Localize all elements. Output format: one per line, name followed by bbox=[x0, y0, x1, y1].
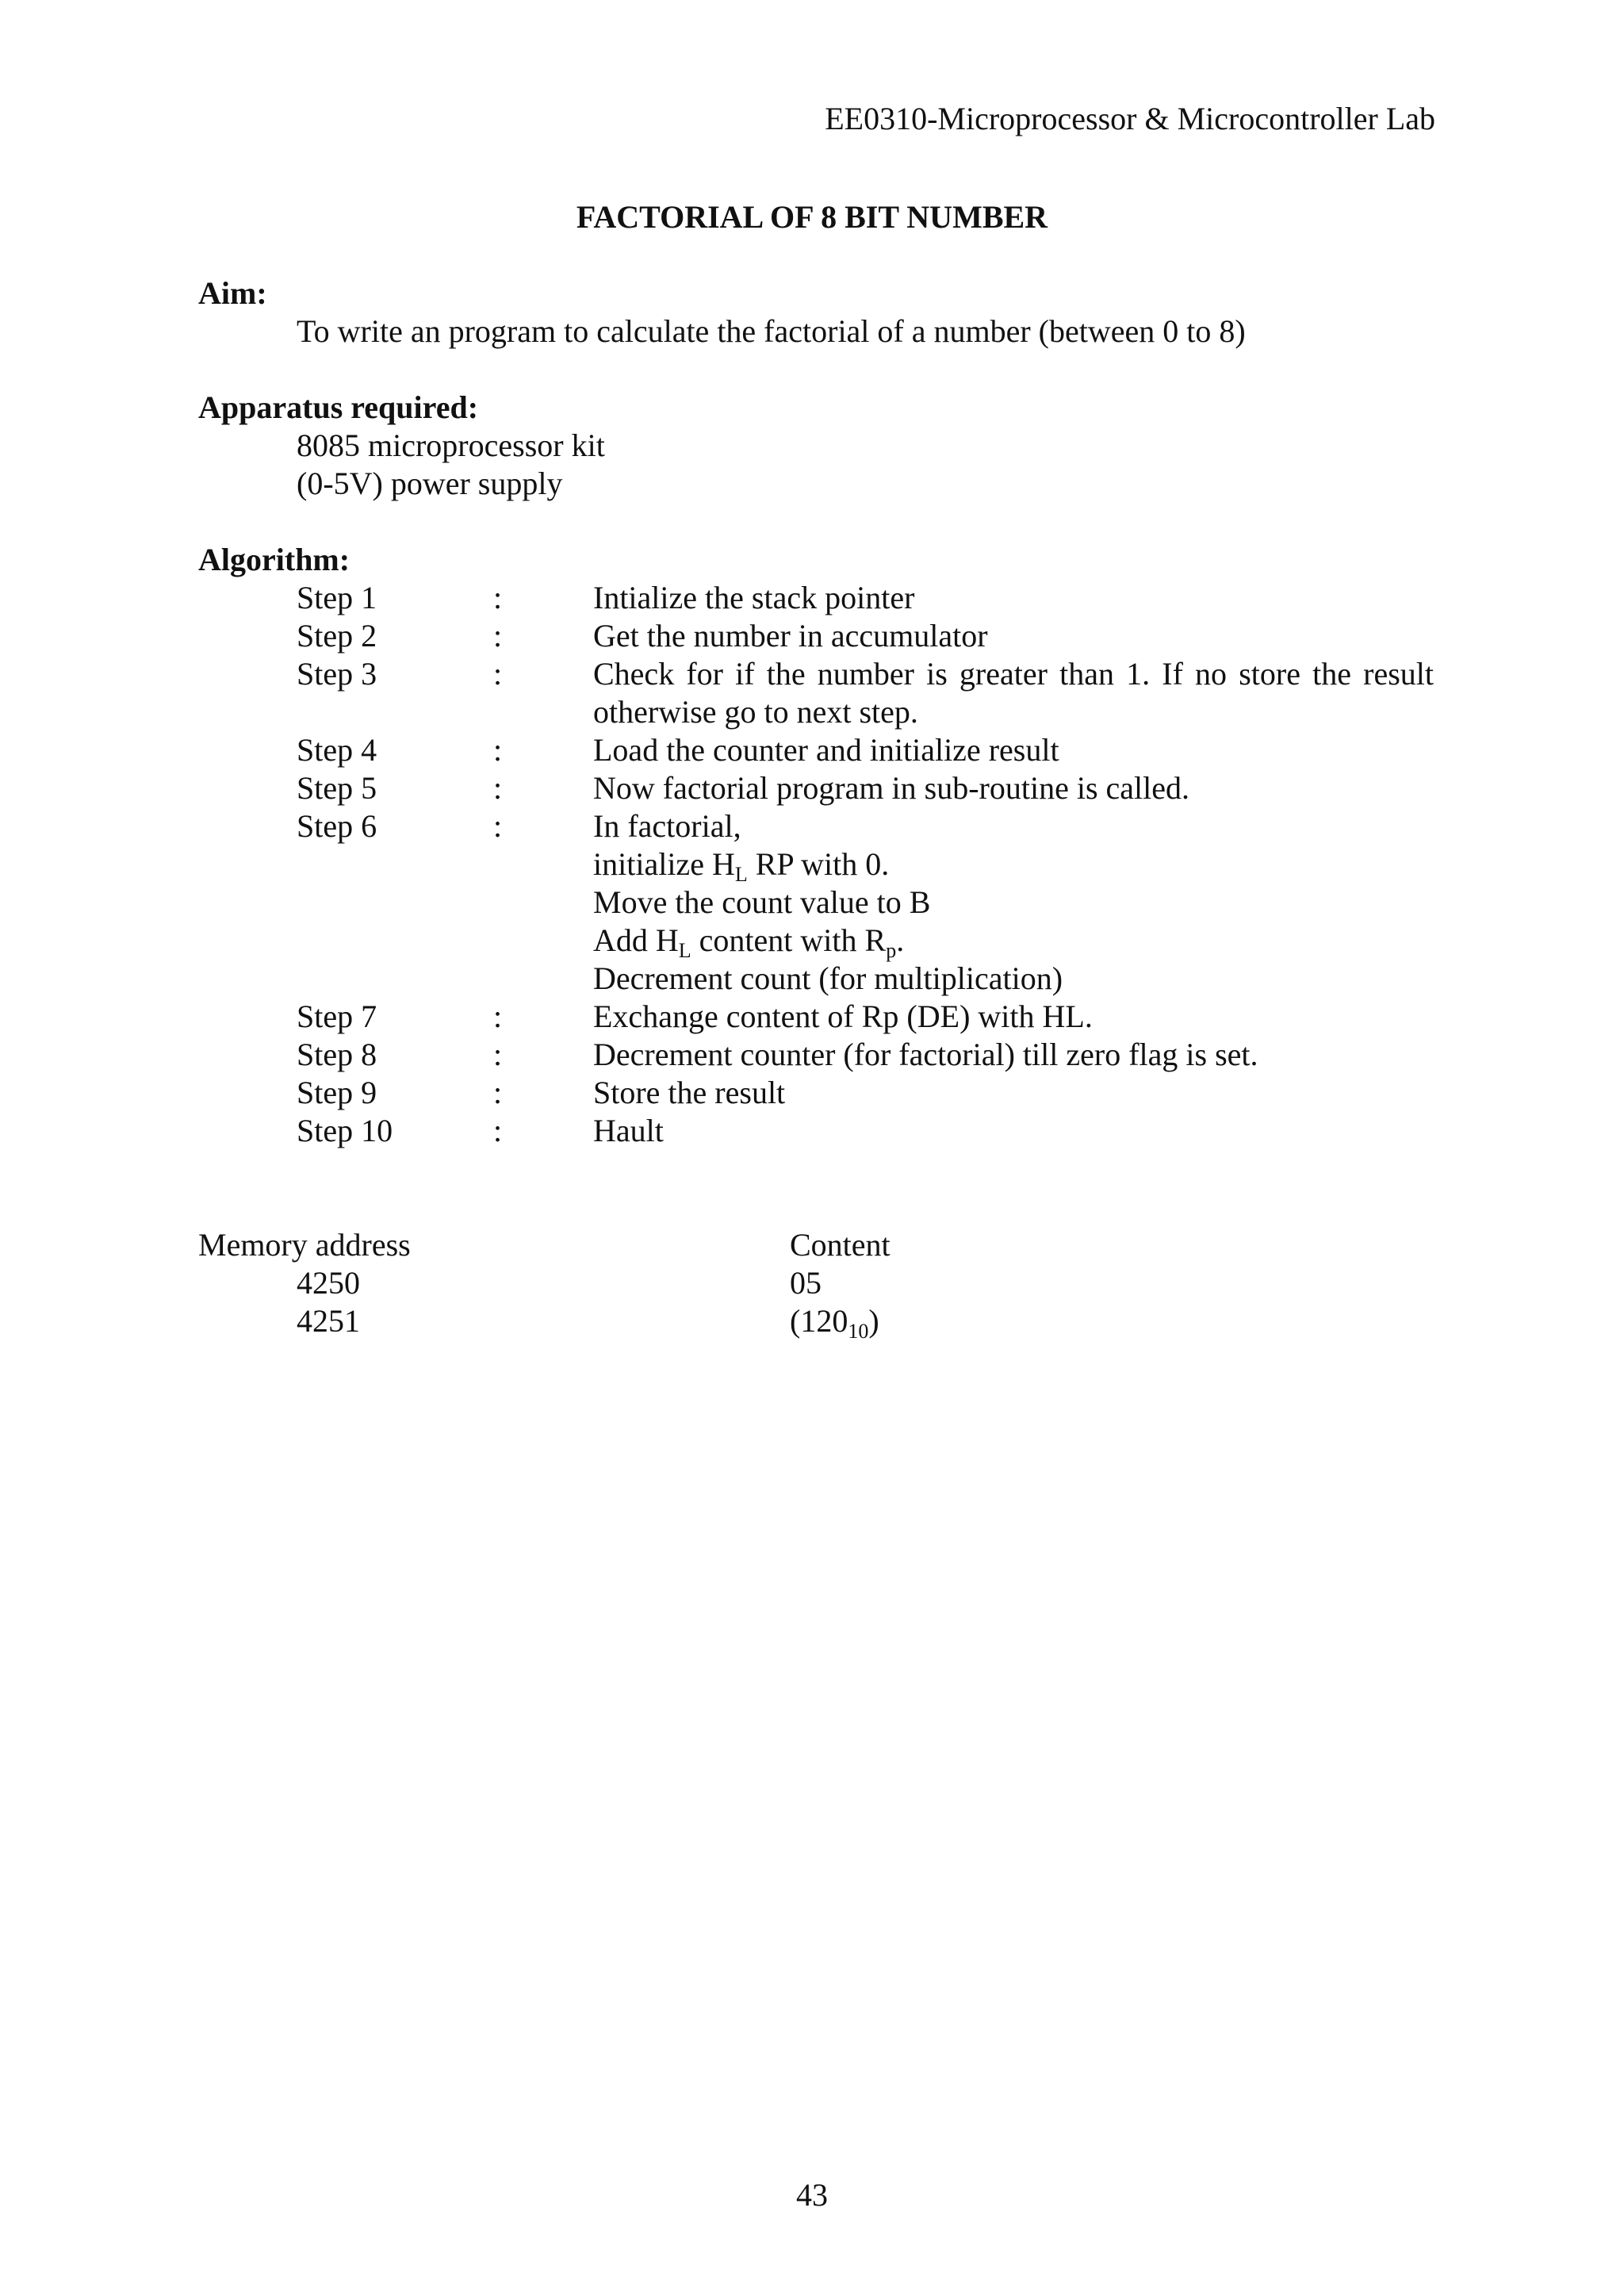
step-separator: : bbox=[493, 656, 503, 692]
step-text: Check for if the number is greater than 1. If no store the result otherwise go to next step. bbox=[593, 656, 1434, 730]
memory-content-part: (120 bbox=[790, 1303, 848, 1339]
step-label: Step 10 bbox=[297, 1113, 393, 1148]
aim-text: To write an program to calculate the factorial of a number (between 0 to 8) bbox=[297, 313, 1246, 349]
step-text: Get the number in accumulator bbox=[593, 618, 988, 654]
step-label: Step 1 bbox=[297, 580, 377, 615]
algorithm-step bbox=[0, 579, 1624, 617]
step-text: Decrement counter (for factorial) till zero flag is set. bbox=[593, 1037, 1258, 1072]
memory-content-heading: Content bbox=[790, 1227, 891, 1263]
step-text: Load the counter and initialize result bbox=[593, 732, 1059, 768]
step-separator: : bbox=[493, 580, 503, 615]
algorithm-heading: Algorithm: bbox=[198, 542, 350, 577]
apparatus-item: 8085 microprocessor kit bbox=[297, 427, 605, 463]
step-detail-line bbox=[0, 922, 1624, 960]
step-detail-line bbox=[0, 884, 1624, 922]
step-label: Step 7 bbox=[297, 999, 377, 1034]
step-label: Step 5 bbox=[297, 770, 377, 806]
step-detail-text: Decrement count (for multiplication) bbox=[593, 960, 1063, 996]
subscript: L bbox=[678, 939, 691, 962]
algorithm-steps bbox=[0, 579, 1624, 1150]
memory-content: 05 bbox=[790, 1265, 822, 1301]
aim-heading: Aim: bbox=[198, 275, 267, 311]
step-separator: : bbox=[493, 770, 503, 806]
subscript: p bbox=[886, 939, 897, 962]
step-separator: : bbox=[493, 1037, 503, 1072]
step-separator: : bbox=[493, 999, 503, 1034]
step-label: Step 4 bbox=[297, 732, 377, 768]
step-text: Exchange content of Rp (DE) with HL. bbox=[593, 999, 1093, 1034]
algorithm-step bbox=[0, 617, 1624, 655]
algorithm-step bbox=[0, 1112, 1624, 1150]
step-text: Hault bbox=[593, 1113, 664, 1148]
step-separator: : bbox=[493, 1075, 503, 1110]
algorithm-step bbox=[0, 1074, 1624, 1112]
course-header: EE0310-Microprocessor & Microcontroller Lab bbox=[825, 101, 1435, 136]
step-label: Step 8 bbox=[297, 1037, 377, 1072]
step-separator: : bbox=[493, 808, 503, 844]
step-text: Intialize the stack pointer bbox=[593, 580, 915, 615]
memory-address: 4250 bbox=[297, 1265, 360, 1301]
algorithm-step bbox=[0, 998, 1624, 1036]
step-detail-line bbox=[0, 845, 1624, 884]
step-detail-part: content with R bbox=[691, 922, 887, 958]
step-label: Step 9 bbox=[297, 1075, 377, 1110]
page-number: 43 bbox=[796, 2177, 828, 2213]
memory-content bbox=[790, 1302, 879, 1343]
step-text: Now factorial program in sub-routine is called. bbox=[593, 770, 1189, 806]
step-detail-part: RP with 0. bbox=[747, 846, 890, 882]
step-detail-part: . bbox=[896, 922, 905, 958]
step-separator: : bbox=[493, 732, 503, 768]
algorithm-step bbox=[0, 655, 1624, 731]
algorithm-step bbox=[0, 731, 1624, 769]
step-label: Step 6 bbox=[297, 808, 377, 844]
step-text: Store the result bbox=[593, 1075, 786, 1110]
step-label: Step 2 bbox=[297, 618, 377, 654]
apparatus-heading: Apparatus required: bbox=[198, 389, 479, 425]
step-separator: : bbox=[493, 618, 503, 654]
step-separator: : bbox=[493, 1113, 503, 1148]
step-text: In factorial, bbox=[593, 808, 741, 844]
step-detail-text bbox=[593, 845, 889, 884]
step-detail-text bbox=[593, 922, 904, 960]
step-detail-text: Move the count value to B bbox=[593, 884, 931, 920]
subscript: 10 bbox=[848, 1320, 869, 1343]
memory-address: 4251 bbox=[297, 1303, 360, 1339]
algorithm-step bbox=[0, 769, 1624, 807]
memory-content-part: ) bbox=[868, 1303, 879, 1339]
step-detail-line bbox=[0, 960, 1624, 998]
algorithm-step bbox=[0, 1036, 1624, 1074]
step-detail-part: initialize H bbox=[593, 846, 735, 882]
memory-address-heading: Memory address bbox=[198, 1227, 411, 1263]
algorithm-step bbox=[0, 807, 1624, 845]
apparatus-list bbox=[297, 427, 605, 503]
step-detail-part: Add H bbox=[593, 922, 679, 958]
apparatus-item: (0-5V) power supply bbox=[297, 466, 563, 501]
page-title: FACTORIAL OF 8 BIT NUMBER bbox=[576, 199, 1048, 235]
subscript: L bbox=[734, 863, 748, 886]
step-label: Step 3 bbox=[297, 656, 377, 692]
